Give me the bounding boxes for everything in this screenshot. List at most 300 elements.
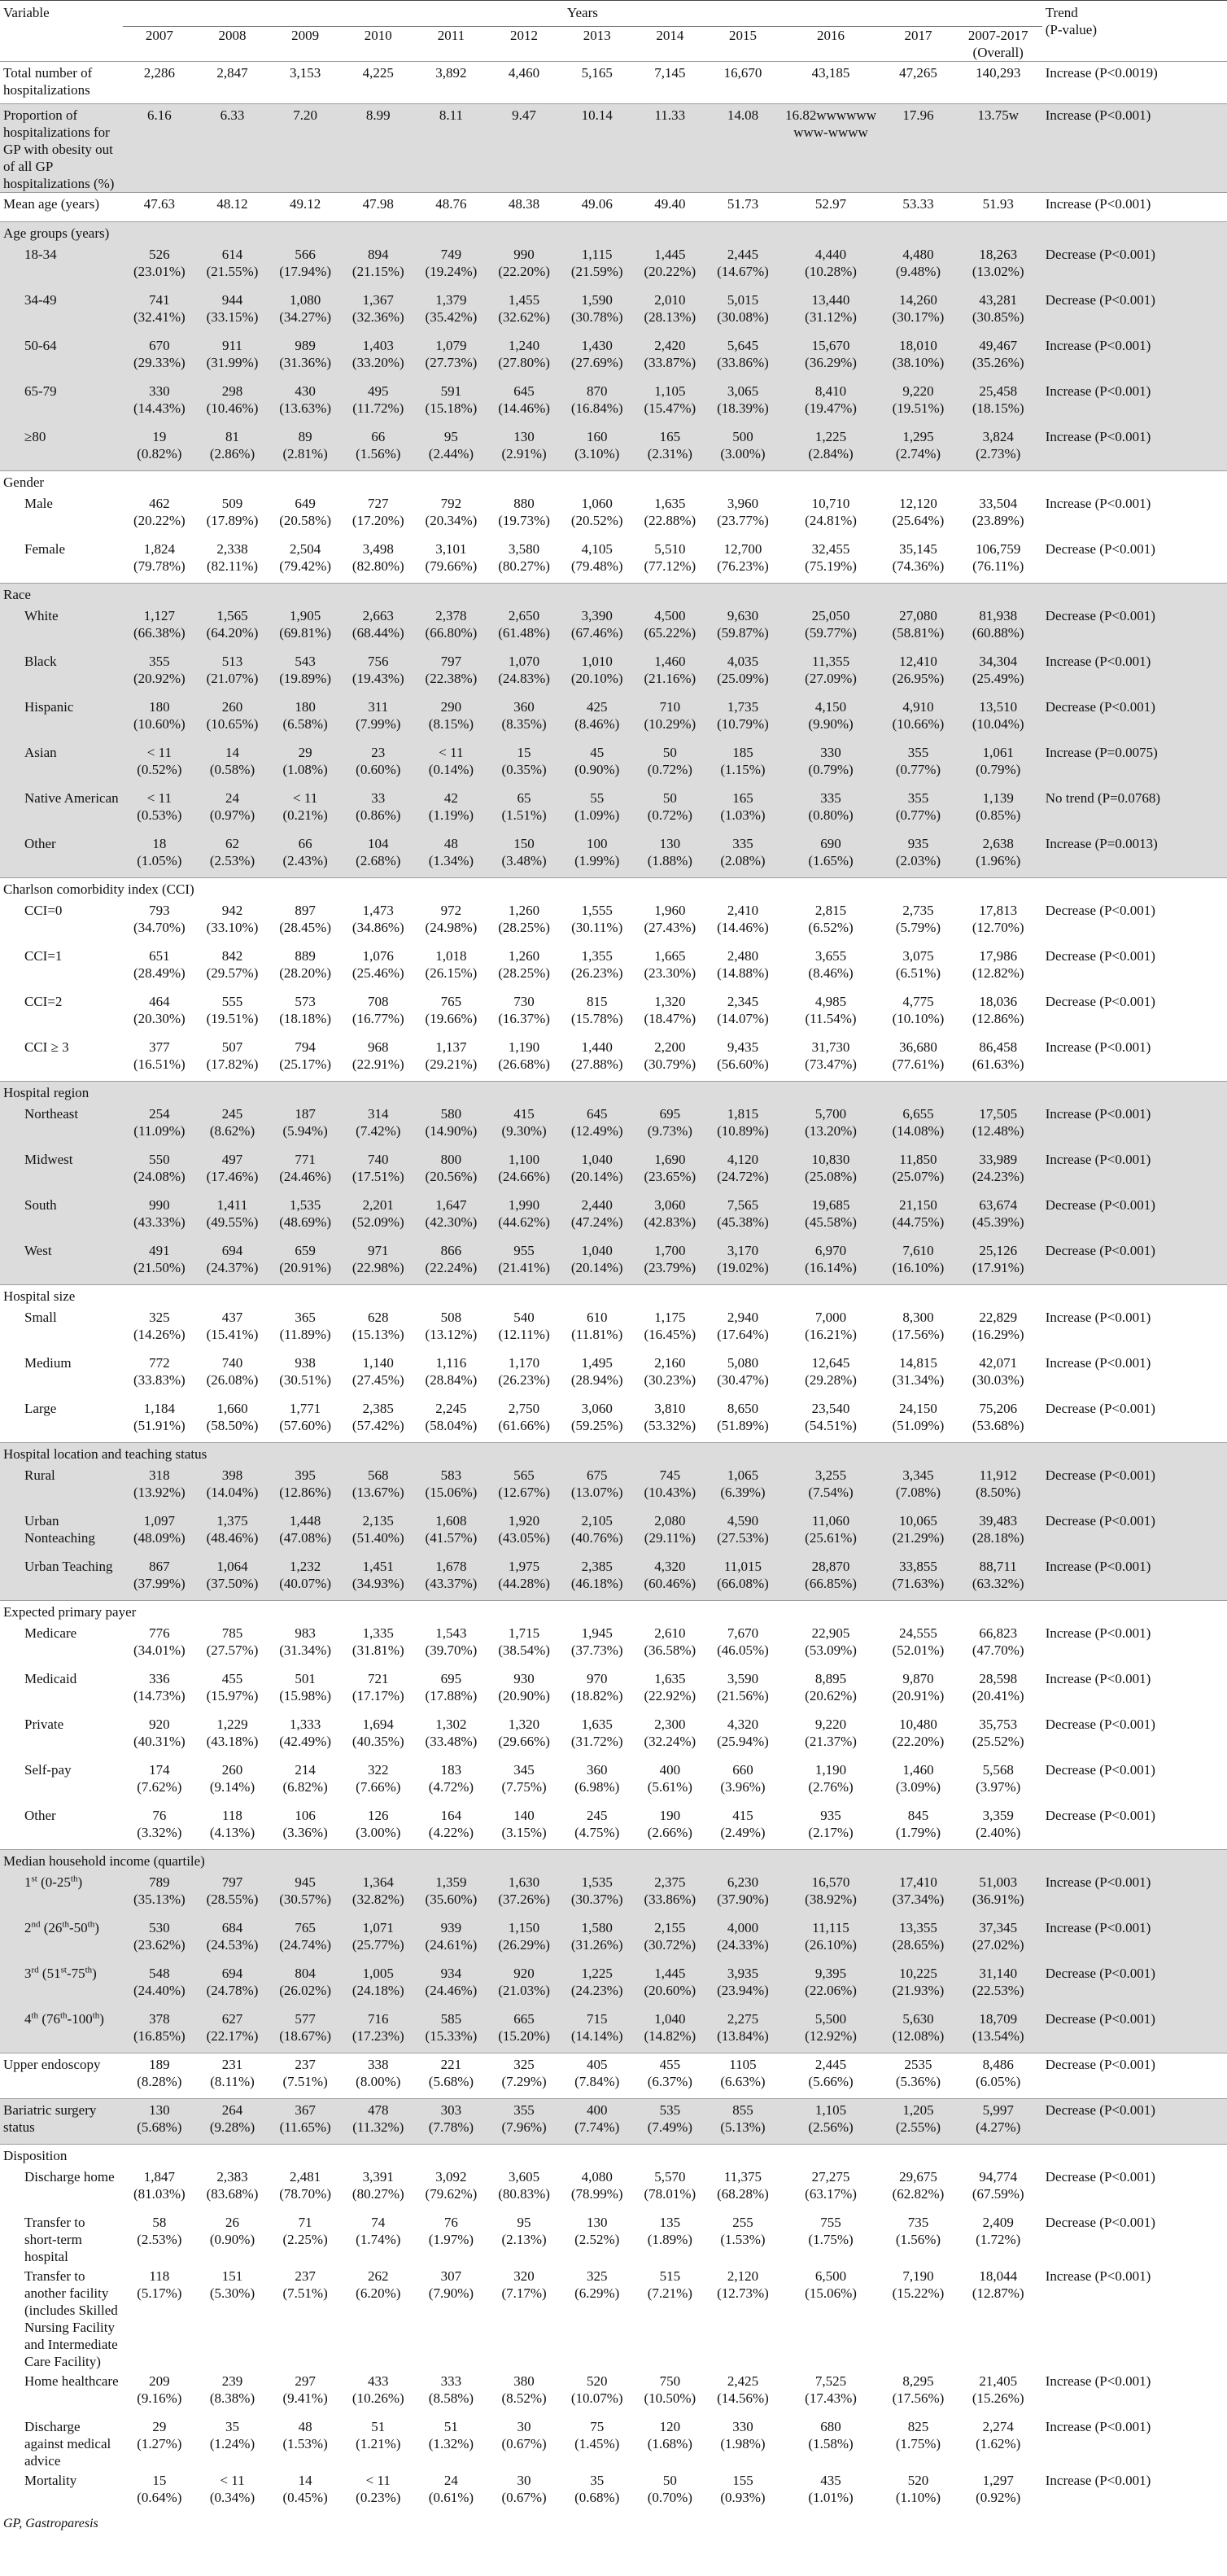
cell-value: 76 (3.32%) xyxy=(123,1804,196,1850)
cell-value: 8.99 xyxy=(342,104,415,193)
cell-value: 14,815 (31.34%) xyxy=(882,1352,954,1397)
cell-value: 1,635 (31.72%) xyxy=(561,1713,634,1759)
cell-value: 2,440 (47.24%) xyxy=(561,1194,634,1240)
trend-value: Decrease (P<0.001) xyxy=(1042,2008,1227,2053)
cell-value: 3,391 (80.27%) xyxy=(342,2166,415,2211)
cell-value: 695 (17.88%) xyxy=(415,1668,488,1713)
cell-value: 934 (24.46%) xyxy=(415,1962,488,2008)
cell-value: 33,504 (23.89%) xyxy=(954,492,1042,538)
cell-value: 721 (17.17%) xyxy=(342,1668,415,1713)
cell-value: 106 (3.36%) xyxy=(269,1804,342,1850)
table-row xyxy=(0,1194,1227,1240)
cell-value: 74 (1.74%) xyxy=(342,2211,415,2265)
cell-value: 945 (30.57%) xyxy=(269,1871,342,1917)
cell-value: 28,870 (66.85%) xyxy=(779,1555,882,1601)
cell-value: 47,265 xyxy=(882,62,954,104)
cell-value: 322 (7.66%) xyxy=(342,1759,415,1804)
cell-value: 6,230 (37.90%) xyxy=(706,1871,779,1917)
cell-value: 37,345 (27.02%) xyxy=(954,1917,1042,1962)
cell-value: 2,300 (32.24%) xyxy=(634,1713,707,1759)
cell-value: 649 (20.58%) xyxy=(269,492,342,538)
cell-value: 10.14 xyxy=(561,104,634,193)
cell-value: 1,040 (14.82%) xyxy=(634,2008,707,2053)
header-trend-line1: Trend xyxy=(1045,5,1078,20)
trend-value: Increase (P<0.001) xyxy=(1042,1555,1227,1601)
footnote: GP, Gastroparesis xyxy=(3,2516,98,2530)
cell-value: 930 (20.90%) xyxy=(487,1668,561,1713)
cell-value: 165 (1.03%) xyxy=(706,787,779,833)
cell-value: 164 (4.22%) xyxy=(415,1804,488,1850)
cell-value: 2,480 (14.88%) xyxy=(706,945,779,991)
cell-value: 1,355 (26.23%) xyxy=(561,945,634,991)
trend-value: Decrease (P<0.001) xyxy=(1042,1240,1227,1285)
cell-value: 745 (10.43%) xyxy=(634,1464,707,1510)
cell-value: 530 (23.62%) xyxy=(123,1917,196,1962)
cell-value: 10,225 (21.93%) xyxy=(882,1962,954,2008)
cell-value: 126 (3.00%) xyxy=(342,1804,415,1850)
cell-value: 785 (27.57%) xyxy=(196,1622,269,1668)
row-label: 1st (0-25th) xyxy=(0,1871,123,1917)
cell-value: 583 (15.06%) xyxy=(415,1464,488,1510)
cell-value: 76 (1.97%) xyxy=(415,2211,488,2265)
trend-value: No trend (P=0.0768) xyxy=(1042,787,1227,833)
row-label: CCI=1 xyxy=(0,945,123,991)
cell-value: 1,184 (51.91%) xyxy=(123,1397,196,1443)
table-row xyxy=(0,426,1227,471)
table-row xyxy=(0,1148,1227,1194)
trend-value: Increase (P=0.0075) xyxy=(1042,741,1227,787)
cell-value: 21,405 (15.26%) xyxy=(954,2370,1042,2416)
cell-value: 4,120 (24.72%) xyxy=(706,1148,779,1194)
cell-value: 260 (9.14%) xyxy=(196,1759,269,1804)
cell-value: 18,263 (13.02%) xyxy=(954,243,1042,289)
cell-value: 14,260 (30.17%) xyxy=(882,289,954,335)
cell-value: 2,375 (33.86%) xyxy=(634,1871,707,1917)
cell-value: 4,460 xyxy=(487,62,561,104)
cell-value: 2,504 (79.42%) xyxy=(269,538,342,584)
cell-value: 3,960 (23.77%) xyxy=(706,492,779,538)
cell-value: 771 (24.46%) xyxy=(269,1148,342,1194)
cell-value: 380 (8.52%) xyxy=(487,2370,561,2416)
cell-value: 32,455 (75.19%) xyxy=(779,538,882,584)
cell-value: 6,655 (14.08%) xyxy=(882,1103,954,1148)
cell-value: 1,359 (35.60%) xyxy=(415,1871,488,1917)
cell-value: 88,711 (63.32%) xyxy=(954,1555,1042,1601)
header-year-2015: 2015 xyxy=(728,28,757,43)
cell-value: 6.33 xyxy=(196,104,269,193)
cell-value: 415 (9.30%) xyxy=(487,1103,561,1148)
cell-value: 8,486 (6.05%) xyxy=(954,2053,1042,2099)
cell-value: 25,126 (17.91%) xyxy=(954,1240,1042,1285)
cell-value: 1,140 (27.45%) xyxy=(342,1352,415,1397)
cell-value: 367 (11.65%) xyxy=(269,2099,342,2145)
cell-value: 5,568 (3.97%) xyxy=(954,1759,1042,1804)
row-label: Rural xyxy=(0,1464,123,1510)
cell-value: 568 (13.67%) xyxy=(342,1464,415,1510)
cell-value: 1,240 (27.80%) xyxy=(487,335,561,380)
table-row xyxy=(0,1103,1227,1148)
cell-value: 3,390 (67.46%) xyxy=(561,605,634,650)
cell-value: 378 (16.85%) xyxy=(123,2008,196,2053)
cell-value: 3,810 (53.32%) xyxy=(634,1397,707,1443)
cell-value: 330 (14.43%) xyxy=(123,380,196,426)
cell-value: 45 (0.90%) xyxy=(561,741,634,787)
trend-value: Decrease (P<0.001) xyxy=(1042,2053,1227,2099)
cell-value: 209 (9.16%) xyxy=(123,2370,196,2416)
cell-value: 307 (7.90%) xyxy=(415,2265,488,2370)
trend-value: Decrease (P<0.001) xyxy=(1042,605,1227,650)
cell-value: 355 (0.77%) xyxy=(882,787,954,833)
cell-value: 730 (16.37%) xyxy=(487,991,561,1036)
cell-value: 264 (9.28%) xyxy=(196,2099,269,2145)
cell-value: 800 (20.56%) xyxy=(415,1148,488,1194)
cell-value: 330 (1.98%) xyxy=(706,2416,779,2469)
cell-value: 983 (31.34%) xyxy=(269,1622,342,1668)
cell-value: 1,700 (23.79%) xyxy=(634,1240,707,1285)
cell-value: 437 (15.41%) xyxy=(196,1306,269,1352)
cell-value: 18,044 (12.87%) xyxy=(954,2265,1042,2370)
cell-value: 39,483 (28.18%) xyxy=(954,1510,1042,1555)
row-label: Discharge home xyxy=(0,2166,123,2211)
cell-value: 22,829 (16.29%) xyxy=(954,1306,1042,1352)
section-row xyxy=(0,471,1227,492)
cell-value: 9,630 (59.87%) xyxy=(706,605,779,650)
cell-value: 520 (1.10%) xyxy=(882,2469,954,2512)
cell-value: 715 (14.14%) xyxy=(561,2008,634,2053)
table-row xyxy=(0,1510,1227,1555)
cell-value: 513 (21.07%) xyxy=(196,650,269,696)
cell-value: 35,753 (25.52%) xyxy=(954,1713,1042,1759)
cell-value: 180 (6.58%) xyxy=(269,696,342,741)
cell-value: 990 (43.33%) xyxy=(123,1194,196,1240)
header-overall-line2: (Overall) xyxy=(972,45,1024,60)
header-year-2012: 2012 xyxy=(510,28,539,43)
cell-value: 47.63 xyxy=(123,193,196,222)
cell-value: 140 (3.15%) xyxy=(487,1804,561,1850)
cell-value: 433 (10.26%) xyxy=(342,2370,415,2416)
cell-value: 8,410 (19.47%) xyxy=(779,380,882,426)
table-row xyxy=(0,945,1227,991)
cell-value: 63,674 (45.39%) xyxy=(954,1194,1042,1240)
cell-value: 1,905 (69.81%) xyxy=(269,605,342,650)
table-row xyxy=(0,1352,1227,1397)
cell-value: 311 (7.99%) xyxy=(342,696,415,741)
trend-value: Increase (P<0.001) xyxy=(1042,1036,1227,1082)
cell-value: 716 (17.23%) xyxy=(342,2008,415,2053)
cell-value: 935 (2.17%) xyxy=(779,1804,882,1850)
cell-value: 42 (1.19%) xyxy=(415,787,488,833)
row-label: 34-49 xyxy=(0,289,123,335)
cell-value: 245 (4.75%) xyxy=(561,1804,634,1850)
header-year-2014: 2014 xyxy=(656,28,684,43)
cell-value: 628 (15.13%) xyxy=(342,1306,415,1352)
cell-value: 2,650 (61.48%) xyxy=(487,605,561,650)
cell-value: 2,135 (51.40%) xyxy=(342,1510,415,1555)
cell-value: 1,460 (3.09%) xyxy=(882,1759,954,1804)
cell-value: 1,379 (35.42%) xyxy=(415,289,488,335)
cell-value: 26 (0.90%) xyxy=(196,2211,269,2265)
cell-value: 2,385 (57.42%) xyxy=(342,1397,415,1443)
cell-value: < 11 (0.34%) xyxy=(196,2469,269,2512)
cell-value: 2,383 (83.68%) xyxy=(196,2166,269,2211)
cell-value: 254 (11.09%) xyxy=(123,1103,196,1148)
cell-value: 789 (35.13%) xyxy=(123,1871,196,1917)
cell-value: 1,079 (27.73%) xyxy=(415,335,488,380)
cell-value: 50 (0.70%) xyxy=(634,2469,707,2512)
cell-value: 1,071 (25.77%) xyxy=(342,1917,415,1962)
cell-value: 51.93 xyxy=(954,193,1042,222)
cell-value: 749 (19.24%) xyxy=(415,243,488,289)
table-row xyxy=(0,2008,1227,2053)
cell-value: 135 (1.89%) xyxy=(634,2211,707,2265)
cell-value: 755 (1.75%) xyxy=(779,2211,882,2265)
table-row xyxy=(0,650,1227,696)
cell-value: 18 (1.05%) xyxy=(123,833,196,878)
cell-value: < 11 (0.14%) xyxy=(415,741,488,787)
cell-value: 2,080 (29.11%) xyxy=(634,1510,707,1555)
cell-value: 5,080 (30.47%) xyxy=(706,1352,779,1397)
cell-value: 540 (12.11%) xyxy=(487,1306,561,1352)
cell-value: 28,598 (20.41%) xyxy=(954,1668,1042,1713)
row-label: West xyxy=(0,1240,123,1285)
cell-value: 75,206 (53.68%) xyxy=(954,1397,1042,1443)
cell-value: 3,935 (23.94%) xyxy=(706,1962,779,2008)
cell-value: 1,100 (24.66%) xyxy=(487,1148,561,1194)
cell-value: 1,403 (33.20%) xyxy=(342,335,415,380)
cell-value: 1,824 (79.78%) xyxy=(123,538,196,584)
section-label: Gender xyxy=(0,471,1227,492)
cell-value: 16.82wwwwwwwww-wwww xyxy=(779,104,882,193)
cell-value: 591 (15.18%) xyxy=(415,380,488,426)
cell-value: 1,445 (20.60%) xyxy=(634,1962,707,2008)
cell-value: 614 (21.55%) xyxy=(196,243,269,289)
cell-value: 31,730 (73.47%) xyxy=(779,1036,882,1082)
cell-value: 4,775 (10.10%) xyxy=(882,991,954,1036)
table-row xyxy=(0,2265,1227,2370)
cell-value: 1,061 (0.79%) xyxy=(954,741,1042,787)
cell-value: 22,905 (53.09%) xyxy=(779,1622,882,1668)
cell-value: 1,960 (27.43%) xyxy=(634,899,707,945)
cell-value: 10,830 (25.08%) xyxy=(779,1148,882,1194)
cell-value: 1,847 (81.03%) xyxy=(123,2166,196,2211)
cell-value: 3,101 (79.66%) xyxy=(415,538,488,584)
cell-value: 239 (8.38%) xyxy=(196,2370,269,2416)
cell-value: 17.96 xyxy=(882,104,954,193)
cell-value: 1,694 (40.35%) xyxy=(342,1713,415,1759)
cell-value: 1,945 (37.73%) xyxy=(561,1622,634,1668)
trend-value: Decrease (P<0.001) xyxy=(1042,696,1227,741)
cell-value: 4,320 (25.94%) xyxy=(706,1713,779,1759)
cell-value: 35,145 (74.36%) xyxy=(882,538,954,584)
cell-value: 12,120 (25.64%) xyxy=(882,492,954,538)
cell-value: 2,345 (14.07%) xyxy=(706,991,779,1036)
header-year-2011: 2011 xyxy=(437,28,465,43)
trend-value: Increase (P<0.001) xyxy=(1042,426,1227,471)
cell-value: 89 (2.81%) xyxy=(269,426,342,471)
row-label: South xyxy=(0,1194,123,1240)
cell-value: 4,590 (27.53%) xyxy=(706,1510,779,1555)
cell-value: 989 (31.36%) xyxy=(269,335,342,380)
cell-value: 4,080 (78.99%) xyxy=(561,2166,634,2211)
cell-value: 1,555 (30.11%) xyxy=(561,899,634,945)
cell-value: 509 (17.89%) xyxy=(196,492,269,538)
table-row xyxy=(0,243,1227,289)
cell-value: 10,480 (22.20%) xyxy=(882,1713,954,1759)
cell-value: 727 (17.20%) xyxy=(342,492,415,538)
table-row xyxy=(0,899,1227,945)
cell-value: 4,320 (60.46%) xyxy=(634,1555,707,1601)
cell-value: 845 (1.79%) xyxy=(882,1804,954,1850)
row-label: 2nd (26th-50th) xyxy=(0,1917,123,1962)
cell-value: 1,225 (24.23%) xyxy=(561,1962,634,2008)
cell-value: 120 (1.68%) xyxy=(634,2416,707,2469)
row-label: CCI ≥ 3 xyxy=(0,1036,123,1082)
cell-value: 5,997 (4.27%) xyxy=(954,2099,1042,2145)
cell-value: 710 (10.29%) xyxy=(634,696,707,741)
row-label: Medicaid xyxy=(0,1668,123,1713)
cell-value: 43,281 (30.85%) xyxy=(954,289,1042,335)
cell-value: 1,660 (58.50%) xyxy=(196,1397,269,1443)
cell-value: 4,225 xyxy=(342,62,415,104)
cell-value: 1,608 (41.57%) xyxy=(415,1510,488,1555)
trend-value: Increase (P<0.001) xyxy=(1042,1352,1227,1397)
trend-value: Decrease (P<0.001) xyxy=(1042,2166,1227,2211)
row-label: Other xyxy=(0,1804,123,1850)
cell-value: 5,500 (12.92%) xyxy=(779,2008,882,2053)
cell-value: 94,774 (67.59%) xyxy=(954,2166,1042,2211)
cell-value: 4,035 (25.09%) xyxy=(706,650,779,696)
cell-value: 51,003 (36.91%) xyxy=(954,1871,1042,1917)
cell-value: 1,445 (20.22%) xyxy=(634,243,707,289)
cell-value: 9,395 (22.06%) xyxy=(779,1962,882,2008)
cell-value: 1,440 (27.88%) xyxy=(561,1036,634,1082)
cell-value: 11,060 (25.61%) xyxy=(779,1510,882,1555)
cell-value: 4,440 (10.28%) xyxy=(779,243,882,289)
cell-value: 1,065 (6.39%) xyxy=(706,1464,779,1510)
trend-value: Decrease (P<0.001) xyxy=(1042,899,1227,945)
cell-value: 36,680 (77.61%) xyxy=(882,1036,954,1082)
cell-value: 815 (15.78%) xyxy=(561,991,634,1036)
cell-value: 8,295 (17.56%) xyxy=(882,2370,954,2416)
cell-value: 580 (14.90%) xyxy=(415,1103,488,1148)
cell-value: 17,986 (12.82%) xyxy=(954,945,1042,991)
cell-value: 735 (1.56%) xyxy=(882,2211,954,2265)
cell-value: 150 (3.48%) xyxy=(487,833,561,878)
cell-value: 694 (24.37%) xyxy=(196,1240,269,1285)
cell-value: 939 (24.61%) xyxy=(415,1917,488,1962)
trend-value: Increase (P<0.001) xyxy=(1042,2469,1227,2512)
cell-value: 2,663 (68.44%) xyxy=(342,605,415,650)
cell-value: 118 (5.17%) xyxy=(123,2265,196,2370)
cell-value: 1,070 (24.83%) xyxy=(487,650,561,696)
cell-value: 81 (2.86%) xyxy=(196,426,269,471)
table-row xyxy=(0,1668,1227,1713)
table-row xyxy=(0,193,1227,222)
table-row xyxy=(0,1962,1227,2008)
row-label: Mortality xyxy=(0,2469,123,2512)
cell-value: 297 (9.41%) xyxy=(269,2370,342,2416)
cell-value: 18,010 (38.10%) xyxy=(882,335,954,380)
cell-value: 335 (2.08%) xyxy=(706,833,779,878)
cell-value: 19 (0.82%) xyxy=(123,426,196,471)
trend-value: Increase (P<0.001) xyxy=(1042,492,1227,538)
cell-value: 24,555 (52.01%) xyxy=(882,1622,954,1668)
cell-value: 13,440 (31.12%) xyxy=(779,289,882,335)
section-label: Expected primary payer xyxy=(0,1601,1227,1622)
row-label: Home healthcare xyxy=(0,2370,123,2416)
cell-value: 24 (0.61%) xyxy=(415,2469,488,2512)
cell-value: 794 (25.17%) xyxy=(269,1036,342,1082)
cell-value: 51.73 xyxy=(706,193,779,222)
section-label: Disposition xyxy=(0,2145,1227,2166)
cell-value: 7,565 (45.38%) xyxy=(706,1194,779,1240)
cell-value: 5,015 (30.08%) xyxy=(706,289,779,335)
trend-value: Decrease (P<0.001) xyxy=(1042,2099,1227,2145)
cell-value: 48.38 xyxy=(487,193,561,222)
cell-value: 4,105 (79.48%) xyxy=(561,538,634,584)
cell-value: 3,060 (59.25%) xyxy=(561,1397,634,1443)
cell-value: 17,410 (37.34%) xyxy=(882,1871,954,1917)
row-label: ≥80 xyxy=(0,426,123,471)
cell-value: 2,338 (82.11%) xyxy=(196,538,269,584)
cell-value: 338 (8.00%) xyxy=(342,2053,415,2099)
cell-value: 130 (5.68%) xyxy=(123,2099,196,2145)
cell-value: 507 (17.82%) xyxy=(196,1036,269,1082)
cell-value: 793 (34.70%) xyxy=(123,899,196,945)
section-label: Age groups (years) xyxy=(0,222,1227,243)
cell-value: 3,060 (42.83%) xyxy=(634,1194,707,1240)
cell-value: 708 (16.77%) xyxy=(342,991,415,1036)
cell-value: 2,155 (30.72%) xyxy=(634,1917,707,1962)
table-row xyxy=(0,289,1227,335)
cell-value: 9.47 xyxy=(487,104,561,193)
trend-value: Decrease (P<0.001) xyxy=(1042,2211,1227,2265)
cell-value: 3,605 (80.83%) xyxy=(487,2166,561,2211)
header-year-2017: 2017 xyxy=(904,28,932,43)
cell-value: 30 (0.67%) xyxy=(487,2469,561,2512)
table-row xyxy=(0,991,1227,1036)
cell-value: 1,690 (23.65%) xyxy=(634,1148,707,1194)
cell-value: 690 (1.65%) xyxy=(779,833,882,878)
cell-value: 1,040 (20.14%) xyxy=(561,1148,634,1194)
cell-value: 990 (22.20%) xyxy=(487,243,561,289)
cell-value: 231 (8.11%) xyxy=(196,2053,269,2099)
table-row xyxy=(0,833,1227,878)
cell-value: 1,451 (34.93%) xyxy=(342,1555,415,1601)
cell-value: 303 (7.78%) xyxy=(415,2099,488,2145)
cell-value: 48.76 xyxy=(415,193,488,222)
cell-value: 255 (1.53%) xyxy=(706,2211,779,2265)
trend-value: Increase (P<0.001) xyxy=(1042,1668,1227,1713)
header-year-2010: 2010 xyxy=(364,28,392,43)
cell-value: 189 (8.28%) xyxy=(123,2053,196,2099)
table-row xyxy=(0,1804,1227,1850)
cell-value: 1,295 (2.74%) xyxy=(882,426,954,471)
cell-value: 695 (9.73%) xyxy=(634,1103,707,1148)
cell-value: 651 (28.49%) xyxy=(123,945,196,991)
table-row xyxy=(0,1555,1227,1601)
cell-value: 1,097 (48.09%) xyxy=(123,1510,196,1555)
cell-value: 1,175 (16.45%) xyxy=(634,1306,707,1352)
cell-value: 3,590 (21.56%) xyxy=(706,1668,779,1713)
cell-value: 180 (10.60%) xyxy=(123,696,196,741)
trend-value: Decrease (P<0.001) xyxy=(1042,1962,1227,2008)
cell-value: 2,638 (1.96%) xyxy=(954,833,1042,878)
cell-value: 455 (15.97%) xyxy=(196,1668,269,1713)
cell-value: 2,245 (58.04%) xyxy=(415,1397,488,1443)
trend-value: Decrease (P<0.001) xyxy=(1042,1804,1227,1850)
section-row xyxy=(0,1285,1227,1306)
